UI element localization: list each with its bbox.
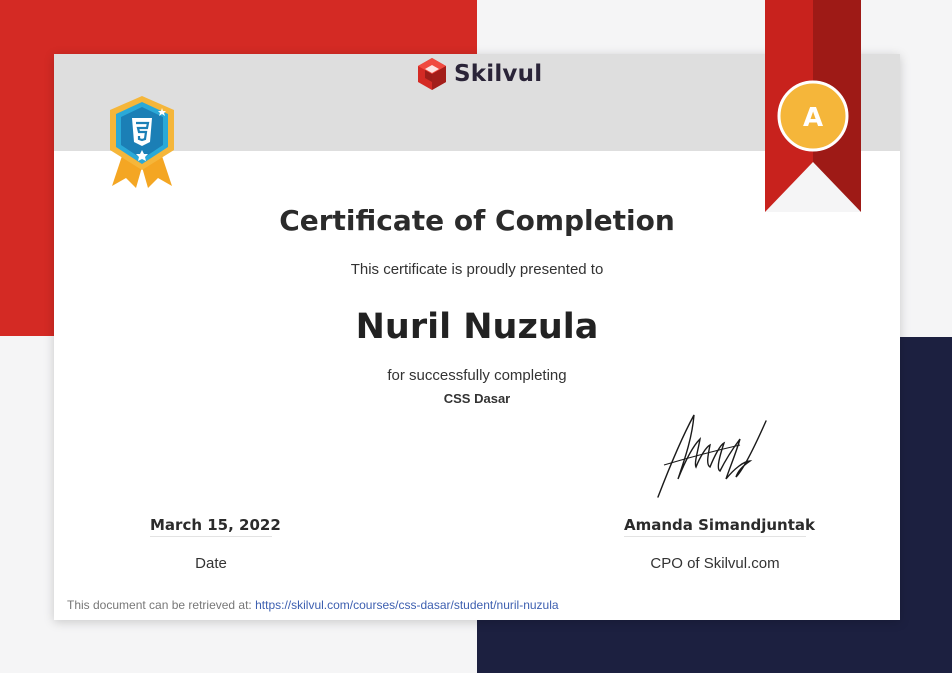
retrieval-note xyxy=(67,598,559,612)
certificate-title: Certificate of Completion xyxy=(279,204,675,237)
certificate-card xyxy=(54,54,900,620)
css3-badge xyxy=(104,94,180,197)
skilvul-cube-logo-icon xyxy=(416,57,448,91)
css3-badge-icon xyxy=(104,94,180,192)
certificate-subtitle: This certificate is proudly presented to xyxy=(350,261,604,278)
signature-image xyxy=(654,409,774,506)
date-label: Date xyxy=(195,555,227,572)
signer-name: Amanda Simandjuntak xyxy=(624,516,806,537)
retrieval-link[interactable]: https://skilvul.com/courses/css-dasar/student/nuril-nuzula xyxy=(255,598,559,612)
course-name: CSS Dasar xyxy=(443,391,511,406)
completing-text: for successfully completing xyxy=(387,367,567,384)
grade-letter: A xyxy=(802,103,824,133)
signature-icon xyxy=(654,409,774,501)
brand-name: Skilvul xyxy=(454,61,543,87)
issue-date: March 15, 2022 xyxy=(150,516,272,537)
signer-role: CPO of Skilvul.com xyxy=(650,555,780,572)
recipient-name: Nuril Nuzula xyxy=(355,307,599,347)
skilvul-logo xyxy=(416,57,542,91)
grade-ribbon xyxy=(765,0,861,217)
retrieval-prefix: This document can be retrieved at: xyxy=(67,598,252,612)
